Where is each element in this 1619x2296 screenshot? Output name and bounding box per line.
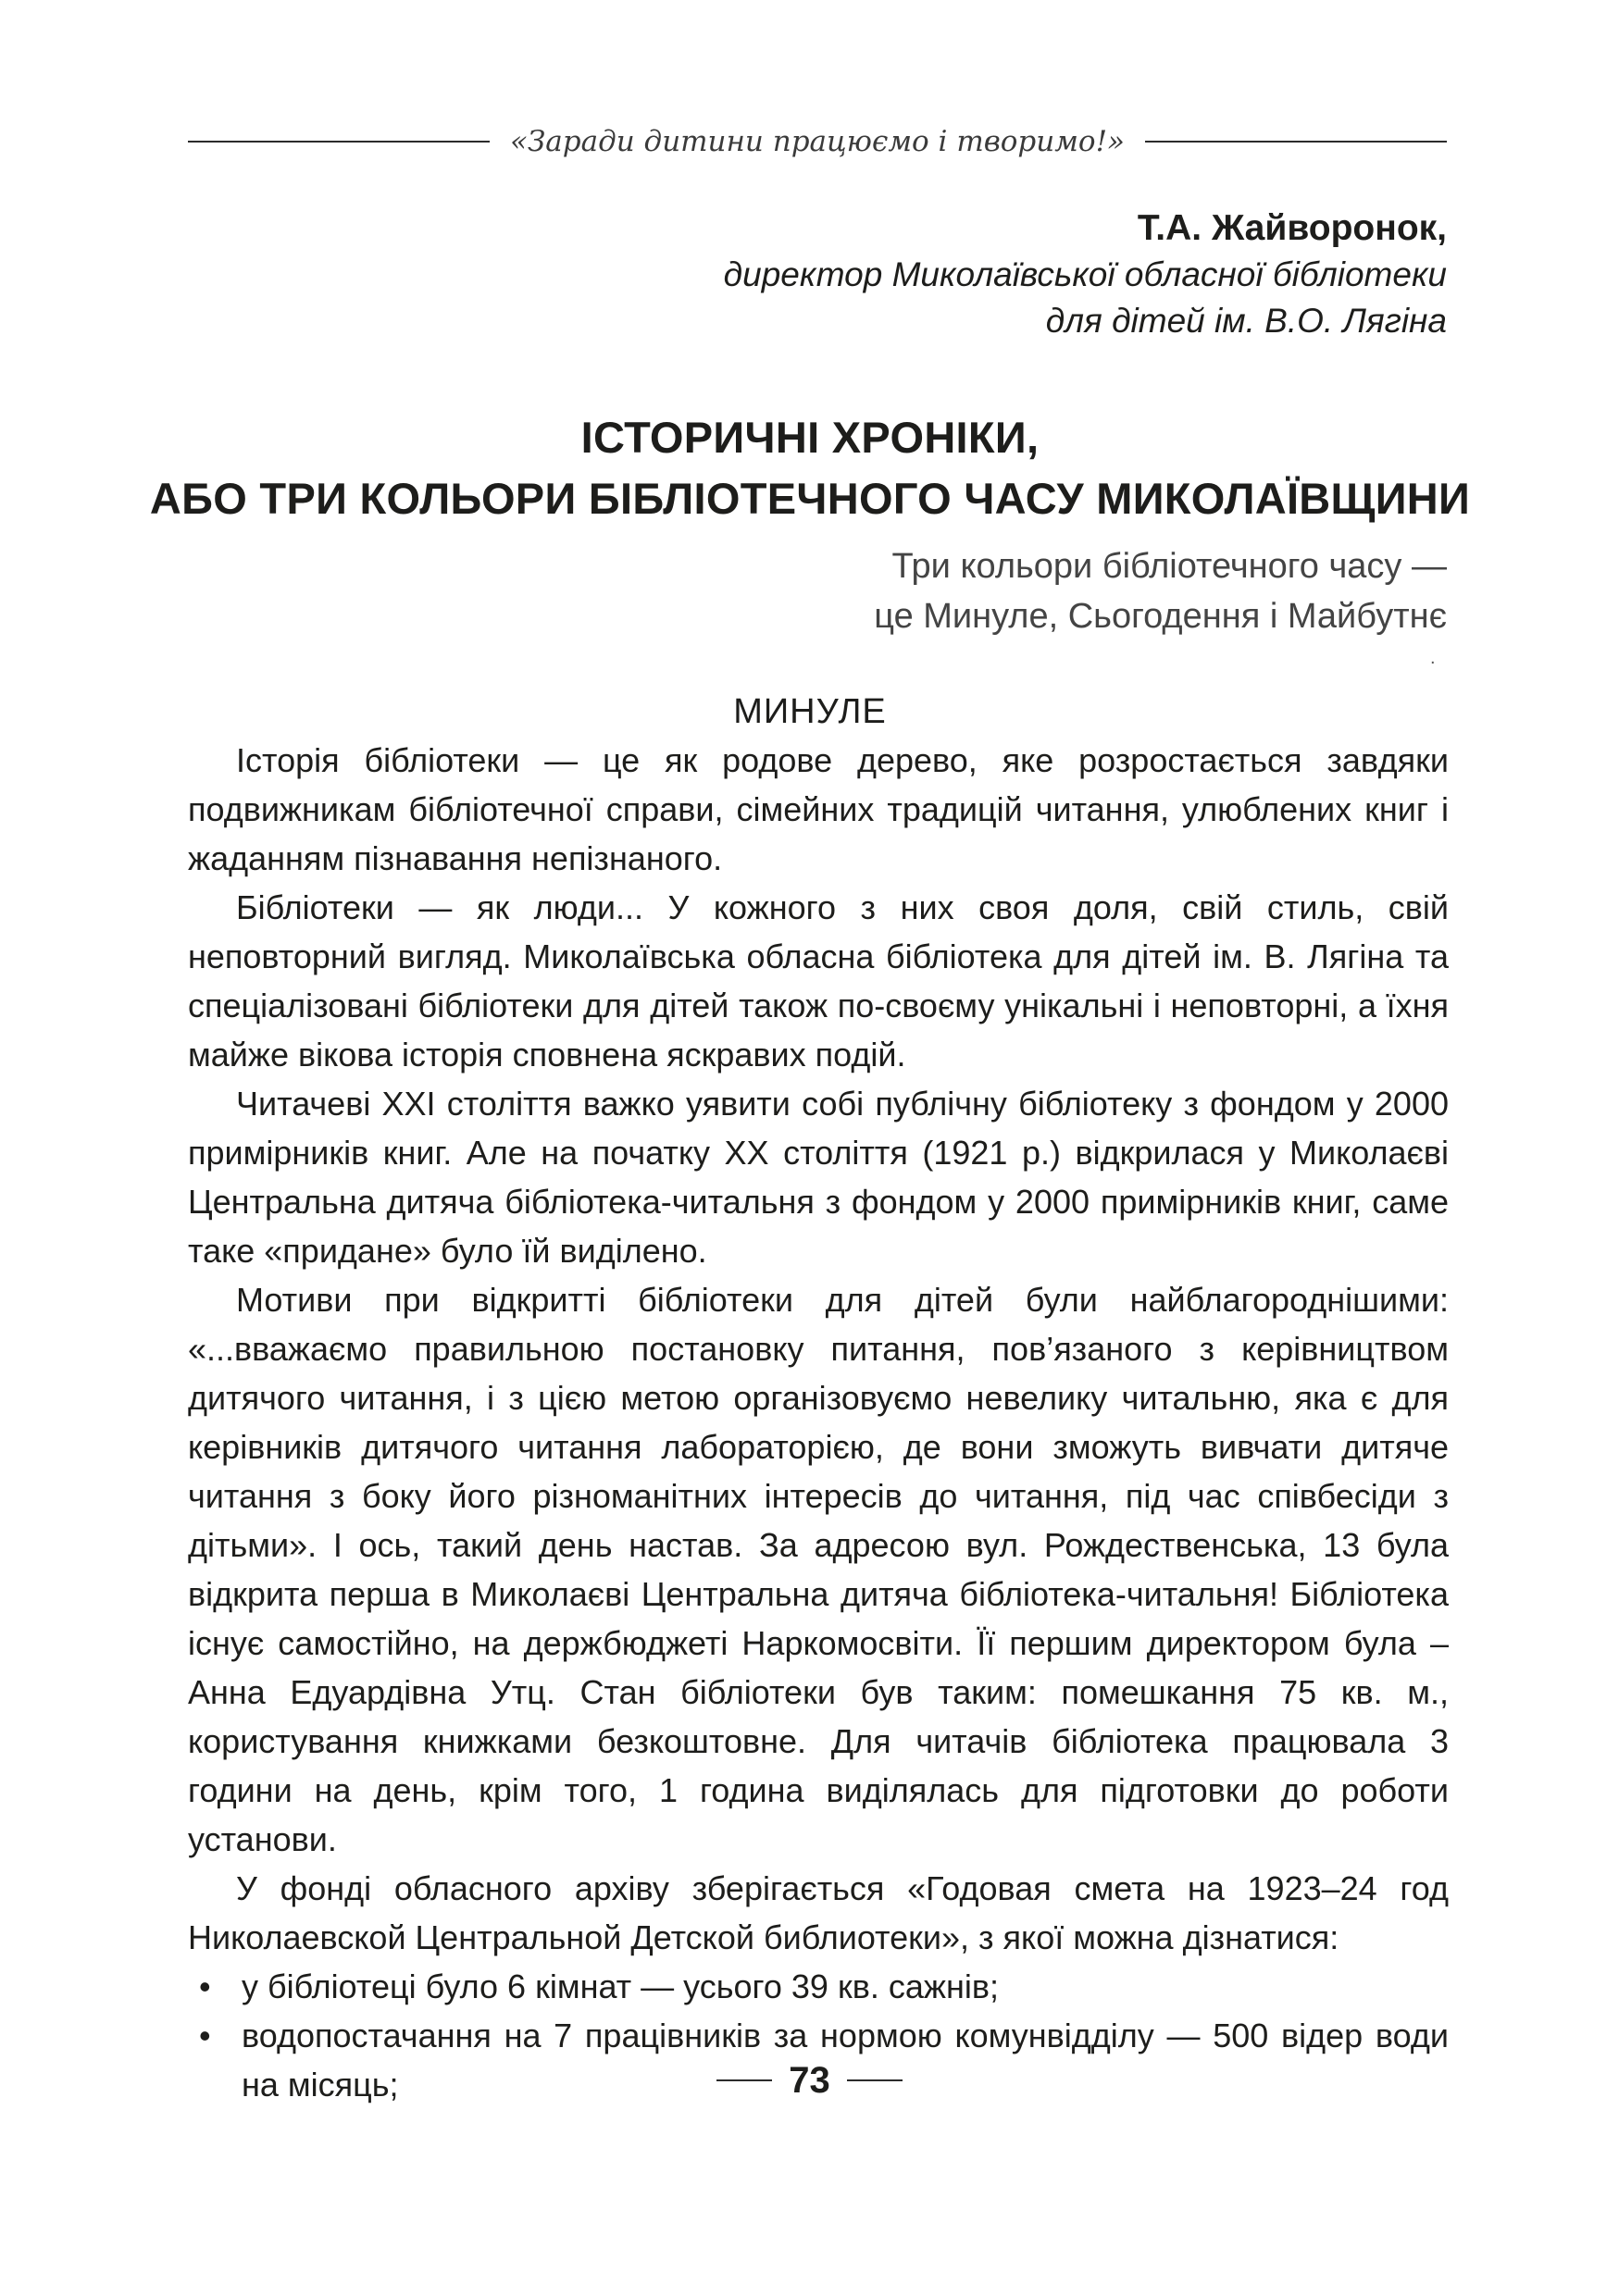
- article-body: [188, 736, 1449, 2109]
- title-line-2: АБО ТРИ КОЛЬОРИ БІБЛІОТЕЧНОГО ЧАСУ МИКОЛАЇВЩИНИ: [149, 474, 1471, 523]
- bullet-marker: •: [199, 1967, 211, 2005]
- page-number-rule-left: [716, 2079, 772, 2081]
- article-title: [139, 407, 1481, 529]
- epigraph-line-1: Три кольори бібліотечного часу —: [891, 547, 1447, 586]
- page-number-rule-right: [847, 2079, 903, 2081]
- header-rule-left: [188, 141, 490, 143]
- author-role-line2: для дітей ім. В.О. Лягіна: [1045, 302, 1447, 340]
- epigraph-line-2: це Минуле, Сьогодення і Майбутнє: [874, 597, 1447, 636]
- header-rule-right: [1145, 141, 1447, 143]
- header-motto: «Заради дитини працюємо і творимо!»: [509, 125, 1126, 158]
- author-role-line1: директор Миколаївської обласної бібліотеки: [723, 255, 1447, 293]
- paragraph: Бібліотеки — як люди... У кожного з них своя доля, свій стиль, свій неповторний вигляд. Миколаївська обласна бібліотека для дітей ім. В. Лягіна та спеціалізовані бібліотеки для дітей також по-своєму унікальні і неповторні, а їхня майже вікова історія сповнена яскравих подій.: [188, 888, 1449, 1074]
- page-number-footer: [0, 2053, 1619, 2108]
- paragraph: Історія бібліотеки — це як родове дерево, яке розростається завдяки подвижникам бібліотечної справи, сімейних традицій читання, улюблених книг і жаданням пізнавання непізнаного.: [188, 741, 1449, 877]
- bullet-marker: •: [199, 2017, 211, 2054]
- paragraph: Мотиви при відкритті бібліотеки для дітей були найблагороднішими: «...вважаємо правильною постановку питання, пов’язаного з керівництвом дитячого читання, і з цією метою організовуємо невелику читальню, яка є для керівників дитячого читання лабораторією, де вони зможуть вивчати дитяче читання з боку його різноманітних інтересів до читання, під час співбесіди з дітьми». І ось, такий день настав. За адресою вул. Рождественська, 13 була відкрита перша в Миколаєві Центральна дитяча бібліотека-читальня! Бібліотека існує самостійно, на держбюджеті Наркомосвіти. Її першим директором була –Анна Едуардівна Утц. Стан бібліотеки був таким: помешкання 75 кв. м., користування книжками безкоштовне. Для читачів бібліотека працювала 3 години на день, крім того, 1 година виділялась для підготовки до роботи установи.: [188, 1281, 1449, 1858]
- epigraph: [874, 541, 1447, 641]
- running-header: [188, 109, 1447, 174]
- paragraph: У фонді обласного архіву зберігається «Годовая смета на 1923–24 год Николаевской Центральной Детской библиотеки», з якої можна дізнатися:: [188, 1869, 1449, 1956]
- author-block: [724, 205, 1447, 344]
- page-number: 73: [789, 2059, 830, 2101]
- list-item: [188, 1962, 1449, 2011]
- epigraph-dot: .: [1430, 648, 1436, 668]
- title-line-1: ІСТОРИЧНІ ХРОНІКИ,: [580, 413, 1040, 462]
- section-heading: МИНУЛЕ: [733, 692, 887, 731]
- list-item-text: водопостачання на 7 працівників за нормою комунвідділу — 500 відер води на місяць;: [242, 2017, 1449, 2104]
- list-item-text: у бібліотеці було 6 кімнат — усього 39 кв. сажнів;: [242, 1967, 999, 2005]
- paragraph: Читачеві ХХІ століття важко уявити собі публічну бібліотеку з фондом у 2000 примірників книг. Але на початку ХХ століття (1921 р.) відкрилася у Миколаєві Центральна дитяча бібліотека-читальня з фондом у 2000 примірників книг, саме таке «придане» було їй виділено.: [188, 1085, 1449, 1270]
- author-name: Т.А. Жайворонок,: [1137, 208, 1447, 248]
